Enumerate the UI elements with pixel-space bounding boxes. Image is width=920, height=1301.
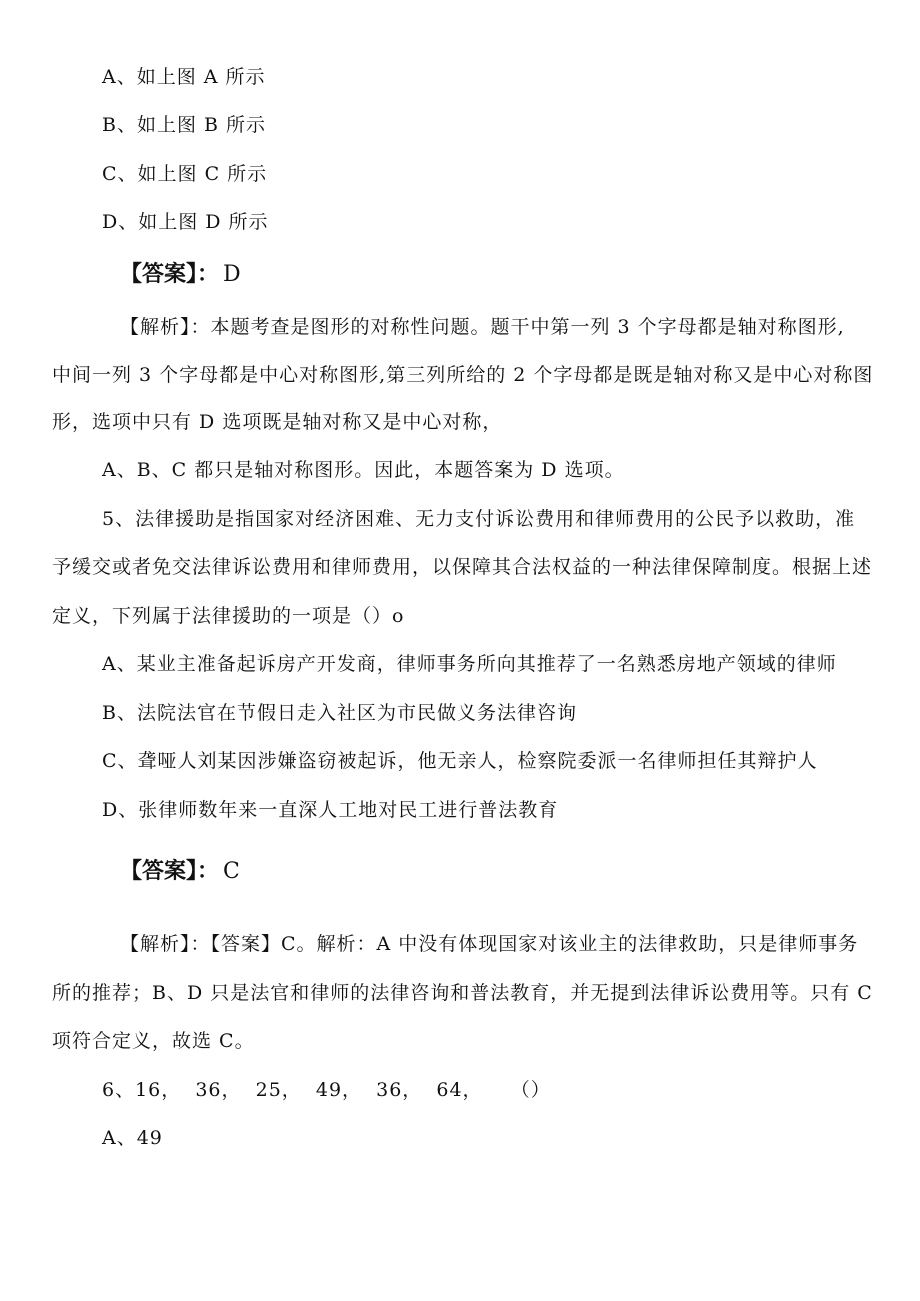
q5-option-b: B、法院法官在节假日走入社区为市民做义务法律咨询 [102,702,577,724]
q5-stem-line: 予缓交或者免交法律诉讼费用和律师费用，以保障其合法权益的一种法律保障制度。根据上述 [52,556,873,578]
option-a: A、如上图 A 所示 [102,66,266,88]
analysis-line: 形，选项中只有 D 选项既是轴对称又是中心对称， [52,411,503,433]
option-b: B、如上图 B 所示 [102,114,267,136]
option-c: C、如上图 C 所示 [102,163,268,185]
q5-analysis-line: 所的推荐；B、D 只是法官和律师的法律咨询和普法教育，并无提到法律诉讼费用等。只有 C [52,982,873,1004]
analysis-line: A、B、C 都只是轴对称图形。因此，本题答案为 D 选项。 [102,459,625,481]
analysis-line: 中间一列 3 个字母都是中心对称图形,第三列所给的 2 个字母都是既是轴对称又是中心对称图 [52,364,874,386]
q5-answer-row [120,857,240,887]
answer-value: D [223,262,241,287]
q6-option-a: A、49 [102,1127,163,1149]
q5-answer-label: 【答案】： [120,859,220,884]
analysis-line: 【解析】：本题考查是图形的对称性问题。题干中第一列 3 个字母都是轴对称图形, [120,316,845,338]
answer-label: 【答案】： [120,262,220,287]
q5-option-c: C、聋哑人刘某因涉嫌盗窃被起诉，他无亲人，检察院委派一名律师担任其辩护人 [102,750,818,772]
q6-stem: 6、16， 36， 25， 49， 36， 64， （） [102,1079,551,1101]
option-d: D、如上图 D 所示 [102,211,269,233]
q5-analysis-line: 项符合定义，故选 C。 [52,1030,255,1052]
q5-stem-line: 5、法律援助是指国家对经济困难、无力支付诉讼费用和律师费用的公民予以救助，准 [102,508,856,530]
q5-option-d: D、张律师数年来一直深人工地对民工进行普法教育 [102,799,559,821]
q5-analysis-line: 【解析】：【答案】C。解析：A 中没有体现国家对该业主的法律救助，只是律师事务 [120,933,859,955]
answer-row [120,260,241,290]
q5-option-a: A、某业主准备起诉房产开发商，律师事务所向其推荐了一名熟悉房地产领域的律师 [102,653,837,675]
q5-stem-line: 定义，下列属于法律援助的一项是（）o [52,605,405,627]
q5-answer-value: C [223,859,240,884]
